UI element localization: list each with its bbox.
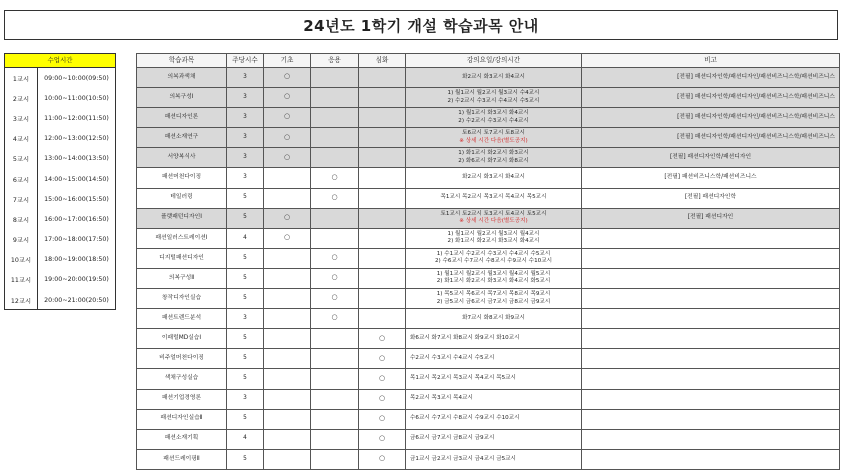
level-basic-cell bbox=[264, 188, 311, 208]
course-name: 의복과색채 bbox=[137, 68, 227, 88]
level-applied-cell bbox=[311, 128, 359, 148]
period-number: 2교시 bbox=[5, 88, 38, 108]
course-schedule bbox=[406, 409, 582, 429]
course-hours: 3 bbox=[227, 148, 264, 168]
course-row bbox=[137, 188, 840, 208]
schedule-line: 1) 월1교시 월2교시 월3교시 월4교시 bbox=[447, 230, 540, 237]
course-name: 의복구성Ⅱ bbox=[137, 268, 227, 288]
course-hours: 5 bbox=[227, 289, 264, 309]
course-schedule bbox=[406, 349, 582, 369]
course-table bbox=[136, 53, 840, 470]
course-hours: 5 bbox=[227, 369, 264, 389]
course-note: [전필] 패션디자인 bbox=[582, 208, 840, 228]
course-hours: 4 bbox=[227, 228, 264, 248]
course-schedule bbox=[406, 389, 582, 409]
course-schedule bbox=[406, 289, 582, 309]
schedule-line: 1) 목5교시 목6교시 목7교시 목8교시 목9교시 bbox=[436, 291, 551, 298]
course-hours: 5 bbox=[227, 409, 264, 429]
course-hours: 5 bbox=[227, 449, 264, 469]
level-mark: ○ bbox=[283, 92, 291, 101]
period-table-header: 수업시간 bbox=[5, 54, 115, 68]
course-name: 의복구성Ⅰ bbox=[137, 88, 227, 108]
schedule-line: 목1교시 목2교시 목3교시 목4교시 목5교시 bbox=[440, 194, 547, 201]
schedule-line: 목2교시 목3교시 목4교시 bbox=[410, 395, 473, 402]
level-advanced-cell bbox=[359, 289, 406, 309]
level-mark: ○ bbox=[378, 393, 386, 402]
header-advanced: 심화 bbox=[359, 54, 406, 68]
course-note: [전필] 패션디자인학/패션디자인/패션비즈니스학/패션비즈니스 bbox=[582, 88, 840, 108]
period-time: 18:00~19:00(18:50) bbox=[44, 256, 109, 264]
level-mark: ○ bbox=[378, 433, 386, 442]
level-advanced-cell bbox=[359, 309, 406, 329]
period-time: 10:00~11:00(10:50) bbox=[44, 94, 109, 102]
period-time: 19:00~20:00(19:50) bbox=[44, 276, 109, 284]
level-advanced-cell bbox=[359, 369, 406, 389]
course-hours: 5 bbox=[227, 329, 264, 349]
course-name: 패션드레이핑Ⅱ bbox=[137, 449, 227, 469]
level-applied-cell bbox=[311, 349, 359, 369]
schedule-line: 1) 월1교시 월2교시 월3교시 수4교시 bbox=[447, 90, 540, 97]
level-advanced-cell bbox=[359, 389, 406, 409]
level-mark: ○ bbox=[378, 413, 386, 422]
course-name: 색채구성실습 bbox=[137, 369, 227, 389]
period-time: 09:00~10:00(09:50) bbox=[44, 74, 109, 82]
level-advanced-cell bbox=[359, 168, 406, 188]
page-title: 24년도 1학기 개설 학습과목 안내 bbox=[4, 10, 838, 40]
course-row bbox=[137, 148, 840, 168]
level-advanced-cell bbox=[359, 228, 406, 248]
course-row bbox=[137, 88, 840, 108]
level-basic-cell bbox=[264, 449, 311, 469]
course-row bbox=[137, 369, 840, 389]
period-number: 9교시 bbox=[5, 230, 38, 250]
level-mark: ○ bbox=[331, 192, 338, 201]
level-applied-cell bbox=[311, 88, 359, 108]
level-basic-cell bbox=[264, 68, 311, 88]
level-basic-cell bbox=[264, 88, 311, 108]
period-number: 8교시 bbox=[5, 209, 38, 229]
course-hours: 5 bbox=[227, 268, 264, 288]
level-applied-cell bbox=[311, 208, 359, 228]
course-schedule bbox=[406, 369, 582, 389]
period-rows bbox=[5, 68, 115, 310]
schedule-line: 2) 화1교시 화2교시 화3교시 화4교시 화5교시 bbox=[436, 278, 551, 285]
level-basic-cell bbox=[264, 369, 311, 389]
course-note bbox=[582, 309, 840, 329]
course-hours: 3 bbox=[227, 128, 264, 148]
course-note: [전필] 패션디자인학 bbox=[582, 188, 840, 208]
period-row bbox=[5, 129, 115, 149]
course-hours: 5 bbox=[227, 208, 264, 228]
period-number: 3교시 bbox=[5, 108, 38, 128]
course-row bbox=[137, 268, 840, 288]
header-applied: 응용 bbox=[311, 54, 359, 68]
level-applied-cell bbox=[311, 329, 359, 349]
level-advanced-cell bbox=[359, 208, 406, 228]
level-mark: ○ bbox=[283, 112, 291, 121]
course-name: 패션머천다이징 bbox=[137, 168, 227, 188]
level-basic-cell bbox=[264, 329, 311, 349]
period-number: 10교시 bbox=[5, 250, 38, 270]
course-row bbox=[137, 228, 840, 248]
period-time: 13:00~14:00(13:50) bbox=[44, 155, 109, 163]
schedule-notice: ※ 상세 시간 다음(별도공지) bbox=[459, 137, 528, 144]
course-name: 서양복식사 bbox=[137, 148, 227, 168]
period-number: 7교시 bbox=[5, 189, 38, 209]
course-hours: 3 bbox=[227, 88, 264, 108]
schedule-line: 1) 수1교시 수2교시 수3교시 수4교시 수5교시 bbox=[436, 250, 551, 257]
period-time-table bbox=[4, 53, 116, 310]
period-time: 14:00~15:00(14:50) bbox=[44, 175, 109, 183]
course-name: 패션트렌드분석 bbox=[137, 309, 227, 329]
header-course-name: 학습과목 bbox=[137, 54, 227, 68]
course-hours: 3 bbox=[227, 168, 264, 188]
schedule-line: 2) 수6교시 수7교시 수8교시 수9교시 수10교시 bbox=[434, 258, 553, 265]
course-schedule bbox=[406, 68, 582, 88]
level-basic-cell bbox=[264, 148, 311, 168]
level-applied-cell bbox=[311, 409, 359, 429]
level-mark: ○ bbox=[331, 313, 338, 322]
course-row bbox=[137, 289, 840, 309]
level-advanced-cell bbox=[359, 268, 406, 288]
course-row bbox=[137, 108, 840, 128]
schedule-line: 1) 월1교시 화3교시 화4교시 bbox=[458, 110, 529, 117]
course-hours: 3 bbox=[227, 108, 264, 128]
schedule-line: 2) 화1교시 화2교시 화3교시 화4교시 bbox=[447, 238, 540, 245]
course-name: 창작디자인실습 bbox=[137, 289, 227, 309]
level-applied-cell bbox=[311, 248, 359, 268]
course-schedule bbox=[406, 329, 582, 349]
course-schedule bbox=[406, 429, 582, 449]
period-time: 17:00~18:00(17:50) bbox=[44, 236, 109, 244]
course-schedule bbox=[406, 148, 582, 168]
period-number: 11교시 bbox=[5, 270, 38, 290]
course-schedule bbox=[406, 248, 582, 268]
level-applied-cell bbox=[311, 429, 359, 449]
schedule-line: 금1교시 금2교시 금3교시 금4교시 금5교시 bbox=[410, 455, 516, 462]
course-name: 디지털패션디자인 bbox=[137, 248, 227, 268]
level-advanced-cell bbox=[359, 409, 406, 429]
period-time: 16:00~17:00(16:50) bbox=[44, 215, 109, 223]
course-row bbox=[137, 68, 840, 88]
period-row bbox=[5, 230, 115, 250]
course-note bbox=[582, 228, 840, 248]
period-number: 4교시 bbox=[5, 129, 38, 149]
level-advanced-cell bbox=[359, 329, 406, 349]
course-schedule bbox=[406, 108, 582, 128]
level-basic-cell bbox=[264, 429, 311, 449]
schedule-line: 토1교시 토2교시 토3교시 토4교시 토5교시 bbox=[440, 210, 547, 217]
course-rows bbox=[137, 68, 840, 470]
course-hours: 3 bbox=[227, 68, 264, 88]
level-mark: ○ bbox=[378, 454, 386, 463]
level-applied-cell bbox=[311, 369, 359, 389]
level-advanced-cell bbox=[359, 68, 406, 88]
level-mark: ○ bbox=[331, 273, 338, 282]
schedule-line: 수6교시 수7교시 수8교시 수9교시 수10교시 bbox=[410, 415, 520, 422]
course-row bbox=[137, 449, 840, 469]
course-name: 이패럴MD실습Ⅰ bbox=[137, 329, 227, 349]
course-note bbox=[582, 389, 840, 409]
course-schedule bbox=[406, 88, 582, 108]
level-advanced-cell bbox=[359, 188, 406, 208]
schedule-line: 수2교시 수3교시 수4교시 수5교시 bbox=[410, 355, 495, 362]
level-mark: ○ bbox=[378, 353, 386, 362]
course-name: 패션기업경영론 bbox=[137, 389, 227, 409]
schedule-line: 1) 월1교시 월2교시 월3교시 월4교시 월5교시 bbox=[436, 270, 551, 277]
level-basic-cell bbox=[264, 228, 311, 248]
course-note: [전필] 패션비즈니스학/패션비즈니스 bbox=[582, 168, 840, 188]
course-note bbox=[582, 409, 840, 429]
course-hours: 4 bbox=[227, 429, 264, 449]
level-basic-cell bbox=[264, 168, 311, 188]
level-basic-cell bbox=[264, 208, 311, 228]
course-name: 패션디자인론 bbox=[137, 108, 227, 128]
level-applied-cell bbox=[311, 289, 359, 309]
course-note bbox=[582, 268, 840, 288]
course-note bbox=[582, 289, 840, 309]
period-row bbox=[5, 189, 115, 209]
level-mark: ○ bbox=[331, 253, 338, 262]
level-advanced-cell bbox=[359, 429, 406, 449]
level-basic-cell bbox=[264, 108, 311, 128]
period-time: 12:00~13:00(12:50) bbox=[44, 135, 109, 143]
course-schedule bbox=[406, 168, 582, 188]
course-note bbox=[582, 329, 840, 349]
course-row bbox=[137, 429, 840, 449]
level-applied-cell bbox=[311, 108, 359, 128]
level-mark: ○ bbox=[283, 152, 291, 161]
level-basic-cell bbox=[264, 128, 311, 148]
course-row bbox=[137, 168, 840, 188]
header-weekly-hours: 주당시수 bbox=[227, 54, 264, 68]
course-note bbox=[582, 248, 840, 268]
course-row bbox=[137, 309, 840, 329]
course-note: [전필] 패션디자인학/패션디자인/패션비즈니스학/패션비즈니스 bbox=[582, 128, 840, 148]
period-number: 1교시 bbox=[5, 68, 38, 88]
header-schedule: 강의요일/강의시간 bbox=[406, 54, 582, 68]
level-advanced-cell bbox=[359, 349, 406, 369]
course-schedule bbox=[406, 268, 582, 288]
course-name: 비주얼머천다이징 bbox=[137, 349, 227, 369]
course-name: 패션소재연구 bbox=[137, 128, 227, 148]
period-row bbox=[5, 88, 115, 108]
course-row bbox=[137, 409, 840, 429]
schedule-line: 2) 수2교시 수3교시 수4교시 수5교시 bbox=[447, 97, 540, 104]
course-hours: 5 bbox=[227, 248, 264, 268]
schedule-line: 2) 수2교시 수3교시 수4교시 bbox=[458, 117, 529, 124]
level-basic-cell bbox=[264, 268, 311, 288]
level-basic-cell bbox=[264, 309, 311, 329]
period-time: 11:00~12:00(11:50) bbox=[44, 114, 109, 122]
course-row bbox=[137, 208, 840, 228]
course-note: [전필] 패션디자인학/패션디자인/패션비즈니스학/패션비즈니스 bbox=[582, 68, 840, 88]
schedule-line: 화2교시 화3교시 화4교시 bbox=[462, 73, 525, 80]
level-basic-cell bbox=[264, 289, 311, 309]
schedule-line: 토6교시 토7교시 토8교시 bbox=[462, 130, 525, 137]
course-hours: 3 bbox=[227, 309, 264, 329]
schedule-notice: ※ 상세 시간 다음(별도공지) bbox=[459, 218, 528, 225]
level-advanced-cell bbox=[359, 88, 406, 108]
level-mark: ○ bbox=[283, 72, 291, 81]
level-applied-cell bbox=[311, 188, 359, 208]
course-note bbox=[582, 369, 840, 389]
period-row bbox=[5, 108, 115, 128]
header-basic: 기초 bbox=[264, 54, 311, 68]
period-row bbox=[5, 290, 115, 310]
course-schedule bbox=[406, 309, 582, 329]
level-basic-cell bbox=[264, 389, 311, 409]
level-applied-cell bbox=[311, 268, 359, 288]
schedule-line: 목1교시 목2교시 목3교시 목4교시 목5교시 bbox=[410, 375, 516, 382]
header-note: 비고 bbox=[582, 54, 840, 68]
level-mark: ○ bbox=[283, 233, 291, 242]
schedule-line: 화2교시 화3교시 화4교시 bbox=[462, 174, 525, 181]
period-row bbox=[5, 169, 115, 189]
level-basic-cell bbox=[264, 409, 311, 429]
course-name: 패션일러스트레이션Ⅰ bbox=[137, 228, 227, 248]
level-advanced-cell bbox=[359, 148, 406, 168]
course-note bbox=[582, 449, 840, 469]
course-row bbox=[137, 329, 840, 349]
course-note bbox=[582, 349, 840, 369]
course-note: [전필] 패션디자인학/패션디자인 bbox=[582, 148, 840, 168]
course-note: [전필] 패션디자인학/패션디자인/패션비즈니스학/패션비즈니스 bbox=[582, 108, 840, 128]
level-mark: ○ bbox=[283, 132, 291, 141]
period-row bbox=[5, 149, 115, 169]
level-mark: ○ bbox=[331, 172, 338, 181]
level-advanced-cell bbox=[359, 108, 406, 128]
level-advanced-cell bbox=[359, 128, 406, 148]
schedule-line: 2) 화6교시 화7교시 화8교시 bbox=[458, 157, 529, 164]
course-schedule bbox=[406, 449, 582, 469]
schedule-line: 화7교시 화8교시 화9교시 bbox=[462, 314, 525, 321]
period-row bbox=[5, 68, 115, 88]
level-basic-cell bbox=[264, 349, 311, 369]
schedule-line: 1) 화1교시 화2교시 화3교시 bbox=[458, 150, 529, 157]
level-mark: ○ bbox=[378, 373, 386, 382]
period-number: 6교시 bbox=[5, 169, 38, 189]
schedule-line: 화6교시 화7교시 화8교시 화9교시 화10교시 bbox=[410, 335, 520, 342]
level-advanced-cell bbox=[359, 248, 406, 268]
course-schedule bbox=[406, 208, 582, 228]
course-hours: 5 bbox=[227, 349, 264, 369]
level-applied-cell bbox=[311, 148, 359, 168]
period-number: 5교시 bbox=[5, 149, 38, 169]
course-name: 패션소재기획 bbox=[137, 429, 227, 449]
course-table-header-row bbox=[137, 54, 840, 68]
period-time: 15:00~16:00(15:50) bbox=[44, 195, 109, 203]
period-row bbox=[5, 250, 115, 270]
level-mark: ○ bbox=[331, 293, 338, 302]
period-time: 20:00~21:00(20:50) bbox=[44, 296, 109, 304]
course-name: 테일러링 bbox=[137, 188, 227, 208]
course-row bbox=[137, 349, 840, 369]
period-row bbox=[5, 209, 115, 229]
course-schedule bbox=[406, 228, 582, 248]
level-applied-cell bbox=[311, 389, 359, 409]
level-advanced-cell bbox=[359, 449, 406, 469]
level-mark: ○ bbox=[283, 212, 291, 221]
level-applied-cell bbox=[311, 449, 359, 469]
level-applied-cell bbox=[311, 228, 359, 248]
level-applied-cell bbox=[311, 68, 359, 88]
course-hours: 5 bbox=[227, 188, 264, 208]
level-basic-cell bbox=[264, 248, 311, 268]
course-hours: 3 bbox=[227, 389, 264, 409]
period-row bbox=[5, 270, 115, 290]
course-schedule bbox=[406, 188, 582, 208]
course-schedule bbox=[406, 128, 582, 148]
course-note bbox=[582, 429, 840, 449]
course-name: 패션디자인실습Ⅱ bbox=[137, 409, 227, 429]
level-mark: ○ bbox=[378, 333, 386, 342]
period-number: 12교시 bbox=[5, 290, 38, 310]
schedule-line: 2) 금5교시 금6교시 금7교시 금8교시 금9교시 bbox=[436, 298, 551, 305]
schedule-line: 금6교시 금7교시 금8교시 금9교시 bbox=[410, 435, 495, 442]
course-row bbox=[137, 128, 840, 148]
level-applied-cell bbox=[311, 168, 359, 188]
course-row bbox=[137, 389, 840, 409]
course-row bbox=[137, 248, 840, 268]
level-applied-cell bbox=[311, 309, 359, 329]
course-name: 플랫패턴디자인Ⅰ bbox=[137, 208, 227, 228]
